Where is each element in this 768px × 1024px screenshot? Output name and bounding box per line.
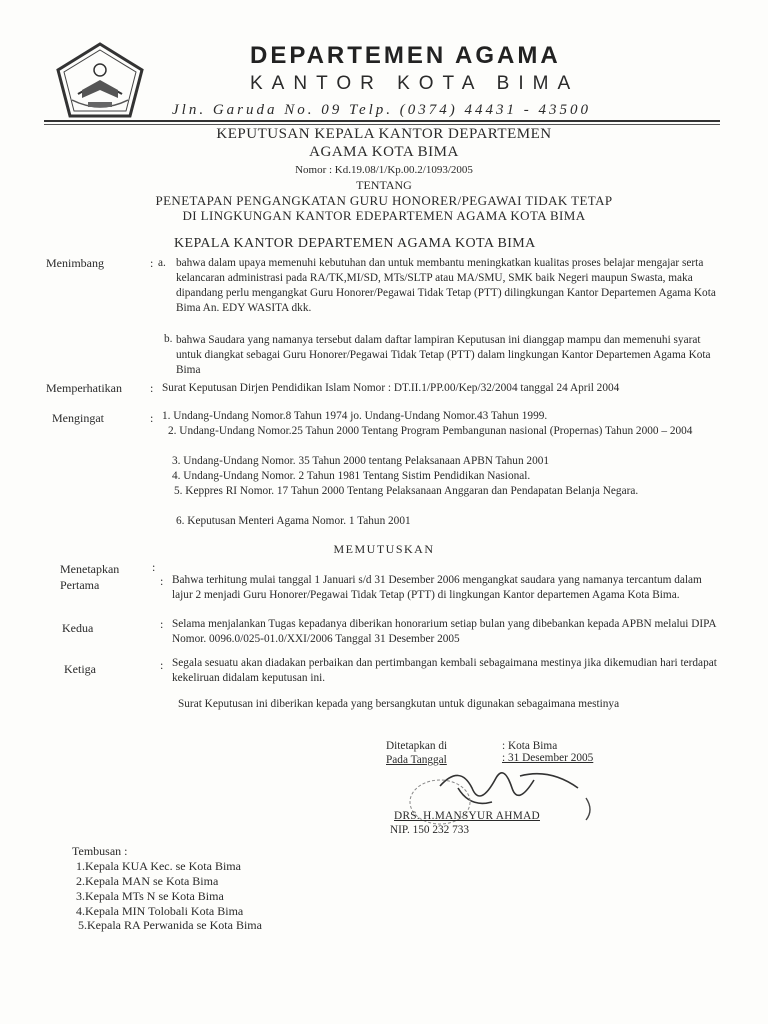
menimbang-a-mark: a.	[158, 257, 166, 269]
signatory-nip: NIP. 150 232 733	[390, 824, 470, 836]
letterhead-rule-thick	[44, 120, 720, 122]
letterhead-rule-thin	[44, 124, 720, 125]
letterhead-address: Jln. Garuda No. 09 Telp. (0374) 44431 - 43500	[172, 102, 592, 118]
mengingat-item-5: 5. Keppres RI Nomor. 17 Tahun 2000 Tentang Pelaksanaan Anggaran dan Pendapatan Belanja Negara.	[174, 485, 639, 497]
pertama-label: Pertama	[60, 578, 100, 592]
tembusan-item-2: 2.Kepala MAN se Kota Bima	[76, 874, 219, 888]
memperhatikan-label: Memperhatikan	[46, 381, 122, 395]
kedua-colon: :	[160, 617, 164, 631]
decree-heading-line1: KEPUTUSAN KEPALA KANTOR DEPARTEMEN	[216, 126, 552, 142]
signature-date-value: : 31 Desember 2005	[502, 752, 594, 764]
signature-place-label: Ditetapkan di	[386, 740, 448, 752]
menetapkan-label: Menetapkan	[60, 562, 120, 576]
kedua-label: Kedua	[62, 621, 94, 635]
decree-about: TENTANG	[356, 178, 412, 192]
closing-text: Surat Keputusan ini diberikan kepada yang bersangkutan untuk digunakan sebagaimana mestinya	[178, 698, 620, 710]
mengingat-item-6: 6. Keputusan Menteri Agama Nomor. 1 Tahun 2001	[176, 515, 411, 527]
signatory-name: DRS. H.MANSYUR AHMAD	[394, 810, 540, 822]
tembusan-title: Tembusan :	[72, 844, 128, 858]
decree-issuer: KEPALA KANTOR DEPARTEMEN AGAMA KOTA BIMA	[174, 236, 536, 251]
menimbang-b-mark: b.	[164, 333, 173, 345]
memperhatikan-text: Surat Keputusan Dirjen Pendidikan Islam Nomor : DT.II.1/PP.00/Kep/32/2004 tanggal 24 April 2004	[162, 382, 620, 394]
pertama-text: Bahwa terhitung mulai tanggal 1 Januari s/d 31 Desember 2006 mengangkat saudara yang namanya tercantum dalam lajur 2 menjadi Guru Honorer/Pegawai Tidak Tetap (PTT) di lingkungan Kantor departemen Agama Kota Bima.	[172, 574, 702, 601]
kedua-text: Selama menjalankan Tugas kepadanya diberikan honorarium setiap bulan yang dibebankan kepada APBN melalui DIPA Nomor. 0096.0/025-01.0/XXI/2006 Tanggal 31 Desember 2005	[172, 618, 716, 645]
decree-subject-line1: PENETAPAN PENGANGKATAN GURU HONORER/PEGAWAI TIDAK TETAP	[155, 193, 613, 208]
ketiga-label: Ketiga	[64, 662, 96, 676]
menetapkan-colon: :	[152, 560, 156, 574]
menimbang-colon: :	[150, 256, 154, 270]
ministry-emblem-logo	[52, 40, 148, 120]
mengingat-item-3: 3. Undang-Undang Nomor. 35 Tahun 2000 tentang Pelaksanaan APBN Tahun 2001	[172, 455, 550, 467]
tembusan-item-3: 3.Kepala MTs N se Kota Bima	[76, 889, 224, 903]
ketiga-colon: :	[160, 658, 164, 672]
signature-place-value: : Kota Bima	[502, 740, 558, 752]
tembusan-item-4: 4.Kepala MIN Tolobali Kota Bima	[76, 904, 244, 918]
tembusan-item-5: 5.Kepala RA Perwanida se Kota Bima	[78, 918, 262, 932]
decree-number: Nomor : Kd.19.08/1/Kp.00.2/1093/2005	[295, 164, 473, 176]
signature-date-label: Pada Tanggal	[386, 754, 447, 766]
memutuskan-heading: MEMUTUSKAN	[333, 542, 435, 556]
menimbang-b-text: bahwa Saudara yang namanya tersebut dalam daftar lampiran Keputusan ini dianggap mampu dan memenuhi syarat untuk diangkat sebagai Guru Honorer/Pegawai Tidak Tetap (PTT) dalam lingkungan Kantor Departemen Agama Kota Bima	[176, 334, 711, 376]
mengingat-item-4: 4. Undang-Undang Nomor. 2 Tahun 1981 Tentang Sistim Pendidikan Nasional.	[172, 470, 531, 482]
tembusan-item-1: 1.Kepala KUA Kec. se Kota Bima	[76, 859, 241, 873]
letterhead-title: DEPARTEMEN AGAMA	[250, 42, 561, 69]
mengingat-item-1: 1. Undang-Undang Nomor.8 Tahun 1974 jo. Undang-Undang Nomor.43 Tahun 1999.	[162, 410, 548, 422]
ketiga-text: Segala sesuatu akan diadakan perbaikan dan pertimbangan kembali sebagaimana mestinya jika dikemudian hari terdapat kekeliruan didalam keputusan ini.	[172, 657, 717, 684]
decree-subject-line2: DI LINGKUNGAN KANTOR EDEPARTEMEN AGAMA KOTA BIMA	[182, 208, 586, 223]
mengingat-item-2: 2. Undang-Undang Nomor.25 Tahun 2000 Tentang Program Pembangunan nasional (Propernas) Tahun 2000 – 2004	[168, 425, 693, 437]
menimbang-label: Menimbang	[46, 256, 104, 270]
mengingat-colon: :	[150, 411, 154, 425]
decree-heading-line2: AGAMA KOTA BIMA	[309, 144, 459, 160]
pertama-colon: :	[160, 574, 164, 588]
menimbang-a-text: bahwa dalam upaya memenuhi kebutuhan dan untuk membantu meningkatkan kualitas proses belajar mengajar serta kelancaran administrasi pada RA/TK,MI/SD, MTs/SLTP atau MA/SMU, SMK baik Negeri maupun Swasta, maka dipandang perlu mengangkat Guru Honorer/Pegawai Tidak Tetap (PTT) dilingkungan Kantor Departemen Agama Kota Bima An. EDY WASITA dkk.	[176, 257, 716, 314]
mengingat-label: Mengingat	[52, 411, 104, 425]
memperhatikan-colon: :	[150, 381, 154, 395]
letterhead-subtitle: KANTOR KOTA BIMA	[250, 73, 580, 94]
